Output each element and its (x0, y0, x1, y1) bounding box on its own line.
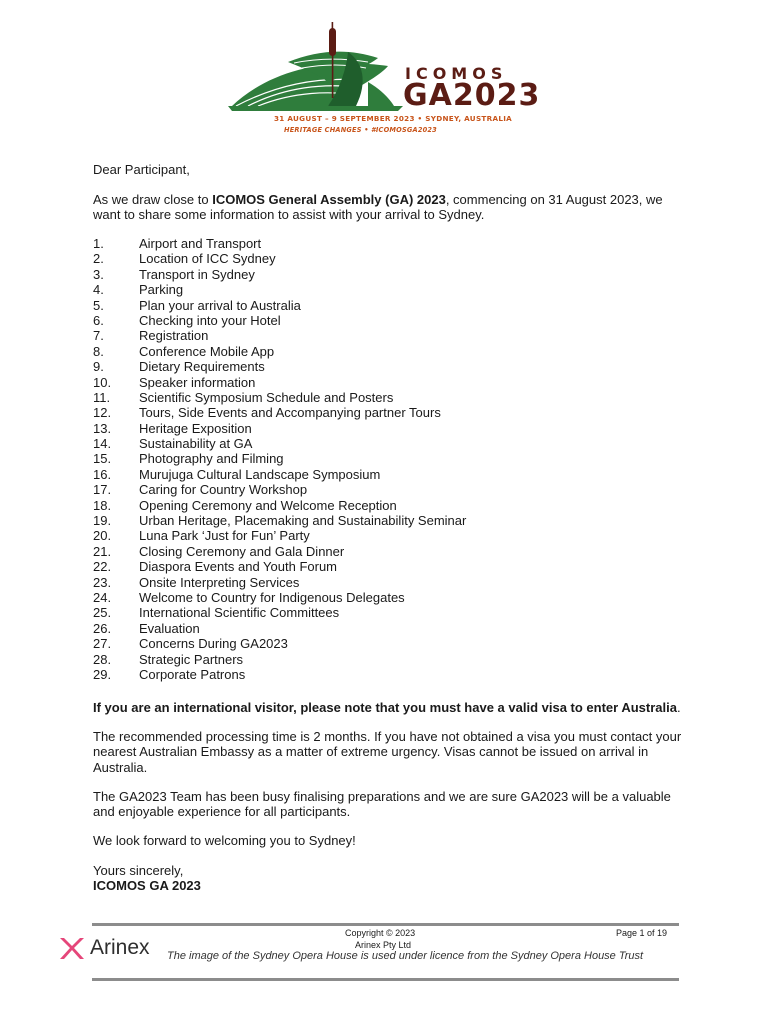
contents-item-number: 22. (93, 559, 112, 575)
contents-item-number: 4. (93, 282, 104, 298)
team-paragraph: The GA2023 Team has been busy finalising preparations and we are sure GA2023 will be a valuable and enjoyable experience for all participants. (93, 789, 671, 820)
contents-list-item (93, 559, 653, 574)
intro-text-end: , commencing on 31 August 2023, we want to share some information to assist with your arrival to Sydney. (93, 192, 663, 223)
contents-item-number: 13. (93, 420, 112, 436)
contents-item-number: 2. (93, 251, 104, 267)
arinex-logo (58, 935, 158, 965)
contents-item-text: Luna Park ‘Just for Fun’ Party (139, 528, 310, 544)
contents-item-number: 9. (93, 359, 104, 375)
letter-greeting: Dear Participant, (93, 162, 190, 177)
contents-list-item (93, 405, 653, 420)
contents-item-text: Opening Ceremony and Welcome Reception (139, 497, 397, 513)
logo-org-text: ICOMOS (405, 64, 508, 83)
contents-item-text: Diaspora Events and Youth Forum (139, 559, 338, 575)
contents-item-text: Sustainability at GA (139, 436, 253, 452)
contents-list-item (93, 375, 653, 390)
footer-company: Arinex Pty Ltd (355, 940, 412, 950)
contents-item-number: 28. (93, 651, 112, 667)
contents-item-number: 27. (93, 636, 112, 652)
logo-event-text: GA2023 (403, 78, 541, 113)
closing-line: Yours sincerely, (93, 863, 184, 878)
contents-item-number: 15. (93, 451, 112, 467)
contents-item-number: 5. (93, 297, 104, 313)
event-logo (228, 22, 548, 140)
contents-list-item (93, 267, 653, 282)
contents-item-text: Concerns During GA2023 (139, 636, 288, 652)
contents-list-item (93, 513, 653, 528)
contents-item-number: 14. (93, 436, 112, 452)
contents-item-text: Airport and Transport (139, 236, 262, 251)
contents-item-number: 20. (93, 528, 112, 544)
visa-notice (93, 700, 683, 715)
contents-item-text: Parking (139, 282, 184, 298)
contents-list-item (93, 467, 653, 482)
contents-item-number: 8. (93, 343, 104, 359)
event-tagline: HERITAGE CHANGES • #ICOMOSGA2023 (284, 126, 437, 134)
contents-item-number: 18. (93, 497, 112, 513)
contents-item-number: 17. (93, 482, 112, 498)
contents-item-text: Checking into your Hotel (139, 312, 281, 328)
contents-item-text: Photography and Filming (139, 451, 284, 467)
contents-item-text: Strategic Partners (139, 651, 244, 667)
footer-top-rule (92, 923, 679, 926)
arinex-wordmark: Arinex (90, 936, 150, 959)
visa-notice-text: If you are an international visitor, please note that you must have a valid visa to enter Australia (93, 700, 677, 715)
contents-list-item (93, 282, 653, 297)
contents-list-item (93, 236, 653, 251)
contents-item-number: 24. (93, 589, 112, 605)
contents-list-item (93, 359, 653, 374)
contents-item-number: 7. (93, 328, 104, 344)
contents-list-item (93, 590, 653, 605)
contents-list-item (93, 344, 653, 359)
contents-item-text: Tours, Side Events and Accompanying partner Tours (139, 405, 441, 421)
contents-item-text: Heritage Exposition (139, 420, 252, 436)
contents-item-number: 11. (93, 389, 111, 405)
contents-list-item (93, 251, 653, 266)
signature: ICOMOS GA 2023 (93, 878, 201, 893)
contents-list-item (93, 313, 653, 328)
intro-text-start: As we draw close to (93, 192, 213, 207)
contents-item-number: 25. (93, 605, 112, 621)
contents-item-number: 16. (93, 466, 112, 482)
visa-processing-paragraph: The recommended processing time is 2 months. If you have not obtained a visa you must contact your nearest Australian Embassy as a matter of extreme urgency. Visas cannot be issued on arrival in Australia. (93, 729, 682, 775)
contents-item-text: Evaluation (139, 620, 200, 636)
contents-list-item (93, 636, 653, 651)
contents-list (93, 236, 653, 682)
event-dates: 31 AUGUST – 9 SEPTEMBER 2023 • SYDNEY, AUSTRALIA (274, 114, 513, 123)
contents-item-number: 10. (93, 374, 112, 390)
footer-copyright: Copyright © 2023 (345, 928, 416, 938)
contents-list-item (93, 451, 653, 466)
intro-event-name: ICOMOS General Assembly (GA) 2023 (212, 192, 446, 207)
contents-item-text: International Scientific Committees (139, 605, 340, 621)
contents-list-item (93, 621, 653, 636)
contents-item-number: 12. (93, 405, 112, 421)
contents-list-item (93, 605, 653, 620)
footer-bottom-rule (92, 978, 679, 981)
contents-list-item (93, 544, 653, 559)
contents-list-item (93, 652, 653, 667)
footer-licence-note: The image of the Sydney Opera House is used under licence from the Sydney Opera House Trust (167, 950, 644, 962)
arinex-mark-icon (58, 935, 86, 963)
contents-list-item (93, 528, 653, 543)
contents-list-item (93, 328, 653, 343)
contents-item-text: Speaker information (139, 374, 256, 390)
contents-item-text: Plan your arrival to Australia (139, 297, 301, 313)
contents-item-text: Urban Heritage, Placemaking and Sustainability Seminar (139, 513, 467, 529)
contents-item-number: 29. (93, 666, 112, 682)
contents-item-text: Corporate Patrons (139, 666, 246, 682)
contents-list-item (93, 667, 653, 682)
contents-list-item (93, 421, 653, 436)
contents-item-text: Scientific Symposium Schedule and Posters (139, 389, 394, 405)
welcome-line: We look forward to welcoming you to Sydney! (93, 833, 356, 848)
contents-list-item (93, 436, 653, 451)
contents-item-text: Closing Ceremony and Gala Dinner (139, 543, 345, 559)
contents-item-text: Location of ICC Sydney (139, 251, 276, 267)
contents-item-text: Conference Mobile App (139, 343, 275, 359)
contents-item-text: Welcome to Country for Indigenous Delegates (139, 589, 405, 605)
contents-item-number: 23. (93, 574, 112, 590)
contents-item-text: Transport in Sydney (139, 266, 255, 282)
footer-page-number: Page 1 of 19 (616, 928, 668, 938)
contents-item-number: 26. (93, 620, 112, 636)
contents-item-text: Dietary Requirements (139, 359, 265, 375)
letter-intro (93, 192, 683, 223)
contents-item-text: Murujuga Cultural Landscape Symposium (139, 466, 381, 482)
contents-list-item (93, 298, 653, 313)
contents-item-number: 19. (93, 513, 112, 529)
contents-item-text: Caring for Country Workshop (139, 482, 308, 498)
contents-list-item (93, 498, 653, 513)
contents-list-item (93, 390, 653, 405)
contents-item-number: 6. (93, 312, 104, 328)
visa-notice-period: . (676, 700, 681, 715)
contents-item-text: Registration (139, 328, 209, 344)
contents-item-text: Onsite Interpreting Services (139, 574, 300, 590)
contents-item-number: 3. (93, 266, 104, 282)
contents-list-item (93, 575, 653, 590)
contents-item-number: 21. (93, 543, 112, 559)
contents-list-item (93, 482, 653, 497)
contents-item-number: 1. (93, 236, 104, 251)
